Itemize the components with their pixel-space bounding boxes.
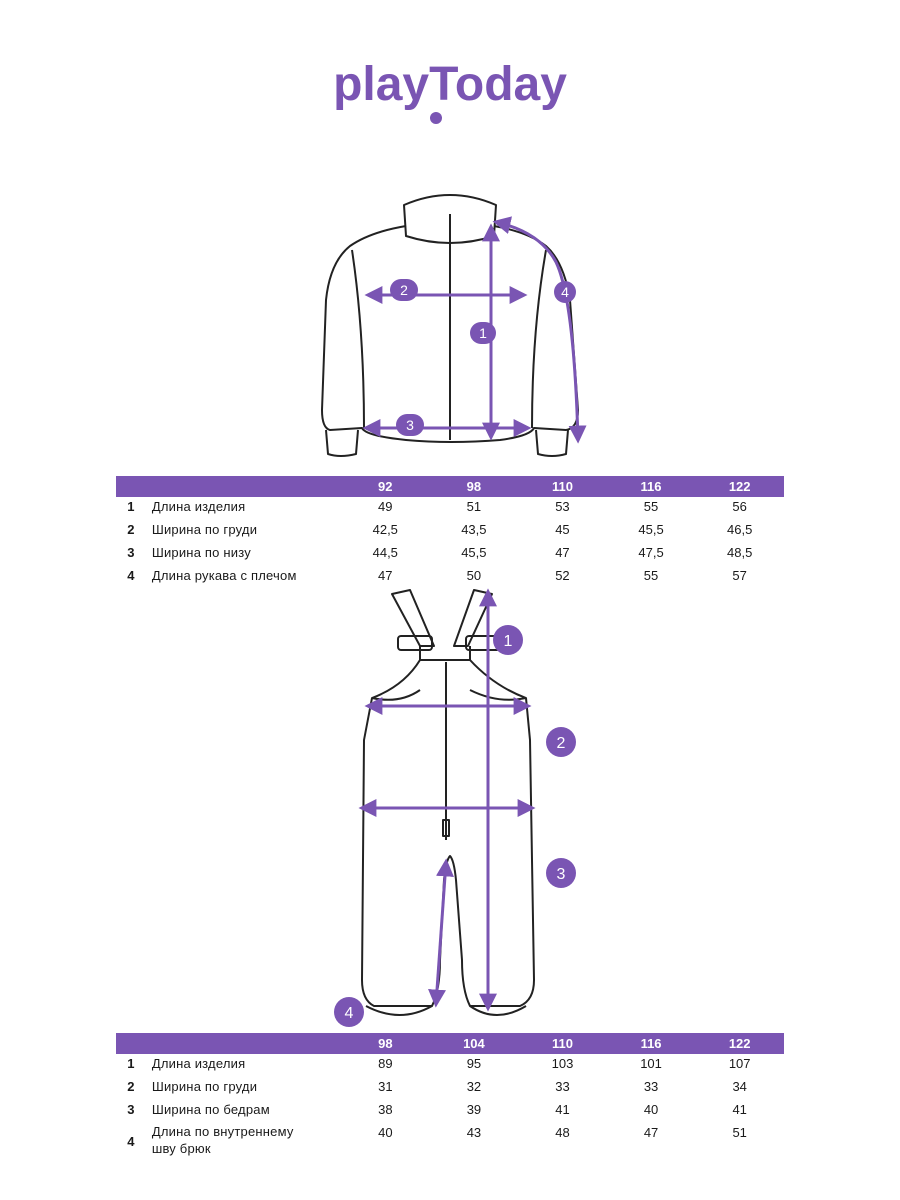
callout-label: 1 [503, 633, 513, 650]
row-value: 51 [732, 1125, 747, 1140]
size-header-cell: 98 [341, 1033, 430, 1054]
size-header-cell: 122 [695, 476, 784, 497]
callout-label: 3 [556, 866, 566, 883]
row-value: 41 [732, 1102, 747, 1117]
row-value: 57 [732, 568, 747, 583]
row-value: 43 [466, 1125, 482, 1140]
overalls-size-table [116, 1033, 784, 1173]
jacket-sleeve-measure [496, 222, 578, 440]
row-value: 45 [555, 522, 570, 537]
row-value: 56 [732, 499, 747, 514]
logo-dot [430, 112, 442, 124]
row-value: 31 [378, 1079, 393, 1094]
row-value: 33 [555, 1079, 570, 1094]
overalls-inseam-measure [436, 862, 446, 1004]
table-row [116, 543, 784, 566]
overalls-callouts [334, 625, 576, 1027]
row-value: 46,5 [727, 522, 753, 537]
row-number: 4 [127, 1134, 135, 1149]
jacket-size-table [116, 476, 784, 589]
row-value: 101 [640, 1056, 662, 1071]
row-label: Ширина по груди [151, 522, 258, 537]
row-value: 32 [466, 1079, 482, 1094]
table-row [116, 1054, 784, 1077]
row-number: 3 [127, 545, 135, 560]
row-label: Ширина по груди [151, 1079, 258, 1094]
row-value: 55 [643, 568, 659, 583]
row-value: 55 [643, 499, 659, 514]
table-row [116, 1123, 784, 1173]
jacket-callouts [390, 279, 576, 436]
row-value: 107 [728, 1056, 751, 1071]
row-label: Ширина по бедрам [151, 1102, 270, 1117]
row-label: Длина рукава с плечом [151, 568, 297, 583]
size-header-cell: 110 [518, 1033, 607, 1054]
row-label [146, 1123, 341, 1173]
row-value: 50 [466, 568, 482, 583]
row-value: 41 [555, 1102, 570, 1117]
callout-label: 1 [479, 325, 487, 341]
row-number: 3 [127, 1102, 135, 1117]
row-value: 47,5 [638, 545, 664, 560]
size-header-cell: 110 [518, 476, 607, 497]
size-header-cell: 116 [607, 1033, 696, 1054]
callout-label: 2 [400, 282, 408, 298]
callout-label: 4 [344, 1005, 354, 1022]
row-value: 48,5 [727, 545, 753, 560]
size-header-cell: 122 [695, 1033, 784, 1054]
size-header-cell: 98 [430, 476, 519, 497]
table-row [116, 497, 784, 520]
row-value: 49 [378, 499, 393, 514]
row-value: 45,5 [638, 522, 664, 537]
row-label: Ширина по низу [151, 545, 251, 560]
table-row [116, 520, 784, 543]
size-header-row [116, 1033, 784, 1054]
row-value: 44,5 [372, 545, 398, 560]
row-value: 47 [555, 545, 570, 560]
logo-wordmark: playToday [333, 58, 567, 111]
size-header-cell: 116 [607, 476, 696, 497]
row-value: 103 [551, 1056, 574, 1071]
overalls-drawing [0, 585, 900, 1030]
table-row [116, 1100, 784, 1123]
row-value: 45,5 [461, 545, 487, 560]
row-label: Длина изделия [151, 1056, 246, 1071]
row-value: 34 [732, 1079, 747, 1094]
row-value: 89 [378, 1056, 393, 1071]
row-value: 95 [466, 1056, 482, 1071]
size-header-row [116, 476, 784, 497]
jacket-drawing [0, 180, 900, 470]
table-row [116, 1077, 784, 1100]
row-number: 2 [127, 522, 135, 537]
row-number: 4 [127, 568, 135, 583]
row-value: 52 [555, 568, 570, 583]
row-label-line: шву брюк [151, 1141, 211, 1156]
size-header-cell: 104 [430, 1033, 519, 1054]
row-value: 40 [378, 1125, 393, 1140]
row-value: 48 [555, 1125, 570, 1140]
row-value: 33 [643, 1079, 659, 1094]
row-number: 2 [127, 1079, 135, 1094]
size-header-cell: 92 [341, 476, 430, 497]
row-value: 38 [378, 1102, 393, 1117]
row-value: 47 [643, 1125, 659, 1140]
row-value: 40 [643, 1102, 659, 1117]
row-value: 39 [466, 1102, 482, 1117]
row-value: 51 [466, 499, 482, 514]
row-value: 42,5 [372, 522, 398, 537]
row-number: 1 [127, 499, 135, 514]
row-value: 47 [378, 568, 393, 583]
callout-label: 3 [406, 417, 414, 433]
row-value: 43,5 [461, 522, 487, 537]
row-label: Длина изделия [151, 499, 246, 514]
callout-label: 4 [561, 284, 569, 300]
callout-label: 2 [556, 735, 566, 752]
row-label-line: Длина по внутреннему [151, 1124, 294, 1139]
row-value: 53 [555, 499, 570, 514]
playtoday-logo [0, 52, 900, 126]
row-number: 1 [127, 1056, 135, 1071]
